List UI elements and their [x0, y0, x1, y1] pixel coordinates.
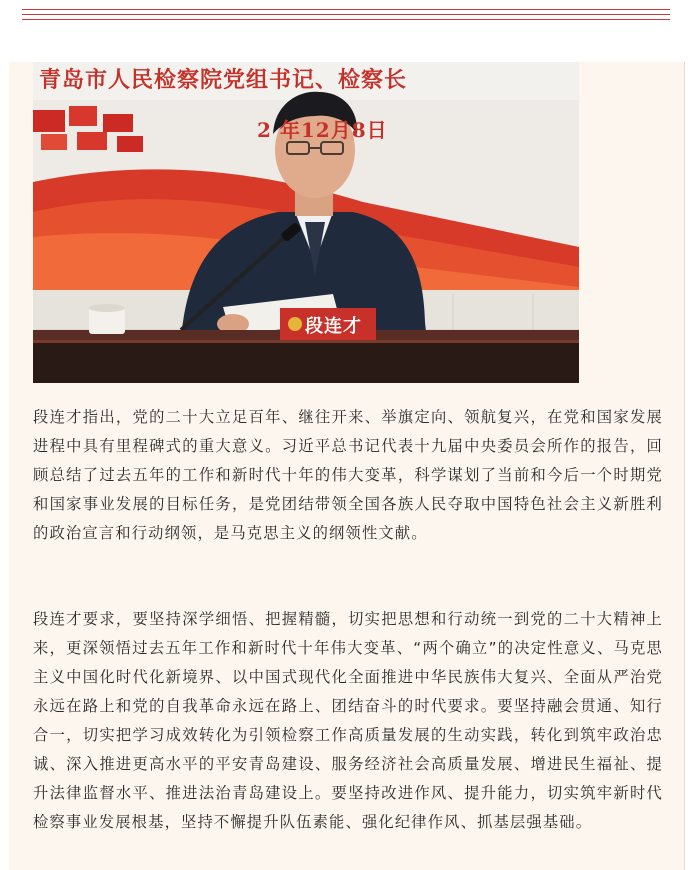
divider-line-bottom — [22, 19, 670, 20]
nameplate-label: 段连才 — [305, 316, 362, 337]
article-paragraph: 段连才要求，要坚持深学细悟、把握精髓，切实把思想和行动统一到党的二十大精神上来，更深领悟过去五年工作和新时代十年伟大变革、“两个确立”的决定性意义、马克思主义中国化时代化新境界、以中国式现代化全面推进中华民族伟大复兴、全面从严治党永远在路上和党的自我革命永远在路上、团结奋斗的时代要求。要坚持融会贯通、知行合一，切实把学习成效转化为引领检察工作高质量发展的生动实践，转化到筑牢政治忠诚、深入推进更高水平的平安青岛建设、服务经济社会高质量发展、增进民生福祉、提升法律监督水平、推进法治青岛建设上。要坚持改进作风、提升能力，切实筑牢新时代检察事业发展根基，坚持不懈提升队伍素能、强化纪律作风、抓基层强基础。 — [33, 610, 663, 831]
card-border — [684, 62, 685, 870]
article-photo — [33, 62, 579, 383]
article-paragraph: 段连才指出，党的二十大立足百年、继往开来、举旗定向、领航复兴，在党和国家发展进程中具有里程碑式的重大意义。习近平总书记代表十九届中央委员会所作的报告，回顾总结了过去五年的工作和新时代十年的伟大变革，科学谋划了当前和今后一个时期党和国家事业发展的目标任务，是党团结带领全国各族人民夺取中国特色社会主义新胜利的政治宣言和行动纲领，是马克思主义的纲领性文献。 — [33, 408, 663, 542]
banner-title: 青岛市人民检察院党组书记、检察长 — [39, 67, 408, 93]
divider-line-middle — [22, 14, 670, 15]
divider-line-top — [22, 9, 670, 10]
banner-date: 2 年12月8日 — [257, 118, 388, 142]
